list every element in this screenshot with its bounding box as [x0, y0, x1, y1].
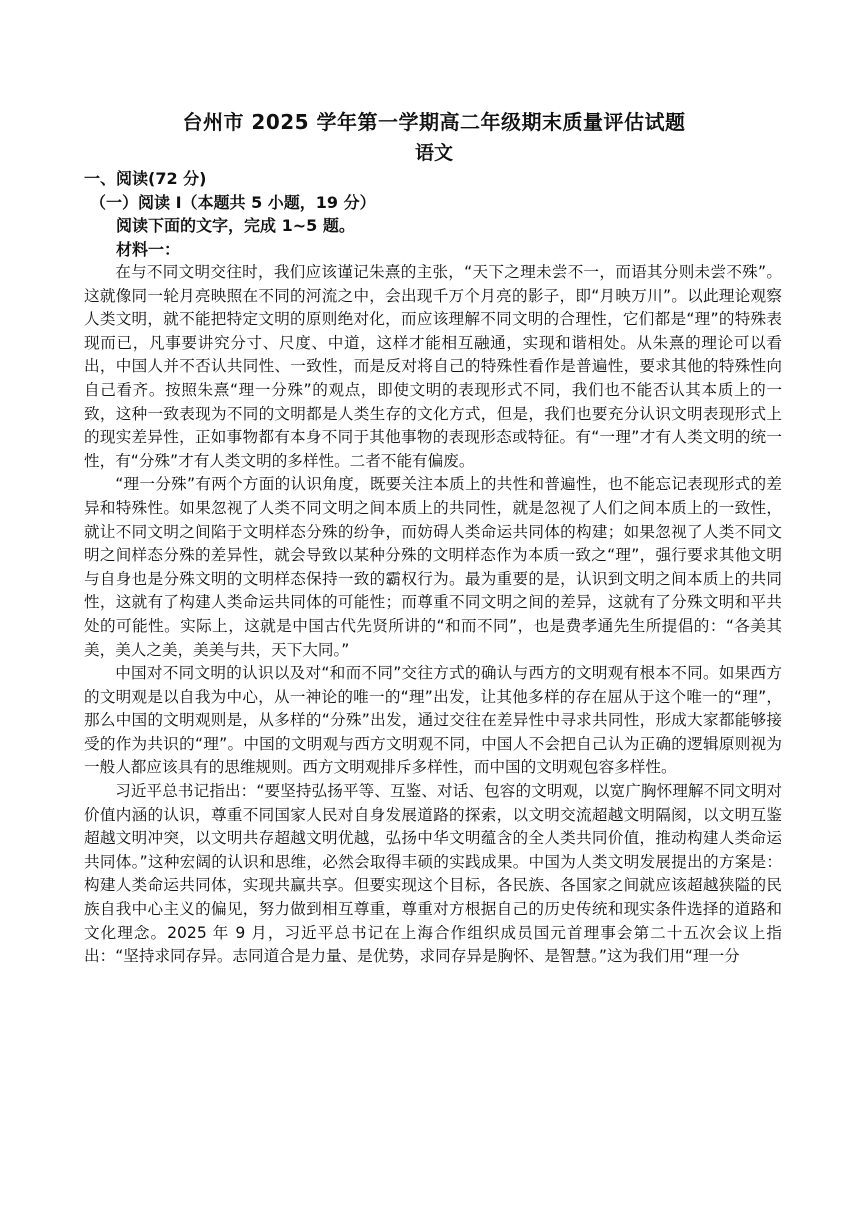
sub-section-heading: （一）阅读 I（本题共 5 小题，19 分）	[90, 193, 376, 212]
subject-title: 语文	[414, 142, 453, 164]
section-heading: 一、阅读(72 分)	[84, 169, 207, 188]
paragraph: 在与不同文明交往时，我们应该谨记朱熹的主张，“天下之理未尝不一，而语其分则未尝不殊”。这就像同一轮月亮映照在不同的河流之中，会出现千万个月亮的影子，即“月映万川”。以此理论观察人类文明，就不能把特定文明的原则绝对化，而应该理解不同文明的合理性，它们都是“理”的特殊表现而已，凡事要讲究分寸、尺度、中道，这样才能相互融通，实现和谐相处。从朱熹的理论可以看出，中国人并不否认共同性、一致性，而是反对将自己的特殊性看作是普遍性，要求其他的特殊性向自己看齐。按照朱熹“理一分殊”的观点，即使文明的表现形式不同，我们也不能否认其本质上的一致，这种一致表现为不同的文明都是人类生存的文化方式，但是，我们也要充分认识文明表现形式上的现实差异性，正如事物都有本身不同于其他事物的表现形态或特征。有“一理”才有人类文明的统一性，有“分殊”才有人类文明的多样性。二者不能有偏废。	[84, 263, 782, 470]
paragraph: 中国对不同文明的认识以及对“和而不同”交往方式的确认与西方的文明观有根本不同。如果西方的文明观是以自我为中心，从一神论的唯一的“理”出发，让其他多样的存在屈从于这个唯一的“理”，那么中国的文明观则是，从多样的“分殊”出发，通过交往在差异性中寻求共同性，形成大家都能够接受的作为共识的“理”。中国的文明观与西方文明观不同，中国人不会把自己认为正确的逻辑原则视为一般人都应该具有的思维规则。西方文明观排斥多样性，而中国的文明观包容多样性。	[84, 664, 782, 777]
material-label: 材料一：	[116, 240, 181, 259]
paragraph: 习近平总书记指出：“要坚持弘扬平等、互鉴、对话、包容的文明观，以宽广胸怀理解不同文明对价值内涵的认识，尊重不同国家人民对自身发展道路的探索，以文明交流超越文明隔阂，以文明互鉴超越文明冲突，以文明共存超越文明优越，弘扬中华文明蕴含的全人类共同价值，推动构建人类命运共同体。”这种宏阔的认识和思维，必然会取得丰硕的实践成果。中国为人类文明发展提出的方案是：构建人类命运共同体，实现共赢共享。但要实现这个目标，各民族、各国家之间就应该超越狭隘的民族自我中心主义的偏见，努力做到相互尊重，尊重对方根据自己的历史传统和现实条件选择的道路和文化理念。2025 年 9 月，习近平总书记在上海合作组织成员国元首理事会第二十五次会议上指出：“坚持求同存异。志同道合是力量、是优势，求同存异是胸怀、是智慧。”这为我们用“理一分	[84, 782, 782, 966]
paragraph: “理一分殊”有两个方面的认识角度，既要关注本质上的共性和普遍性，也不能忘记表现形式的差异和特殊性。如果忽视了人类不同文明之间本质上的共同性，就是忽视了人们之间本质上的一致性，就让不同文明之间陷于文明样态分殊的纷争，而妨碍人类命运共同体的构建；如果忽视了人类不同文明之间样态分殊的差异性，就会导致以某种分殊的文明样态作为本质一致之“理”，强行要求其他文明与自身也是分殊文明的文明样态保持一致的霸权行为。最为重要的是，认识到文明之间本质上的共同性，这就有了构建人类命运共同体的可能性；而尊重不同文明之间的差异，这就有了分殊文明和平共处的可能性。实际上，这就是中国古代先贤所讲的“和而不同”，也是费孝通先生所提倡的：“各美其美，美人之美，美美与共，天下大同。”	[84, 475, 782, 659]
reading-instruction: 阅读下面的文字，完成 1~5 题。	[116, 216, 355, 235]
material-text	[84, 261, 782, 969]
exam-title: 台州市 2025 学年第一学期高二年级期末质量评估试题	[182, 110, 686, 134]
